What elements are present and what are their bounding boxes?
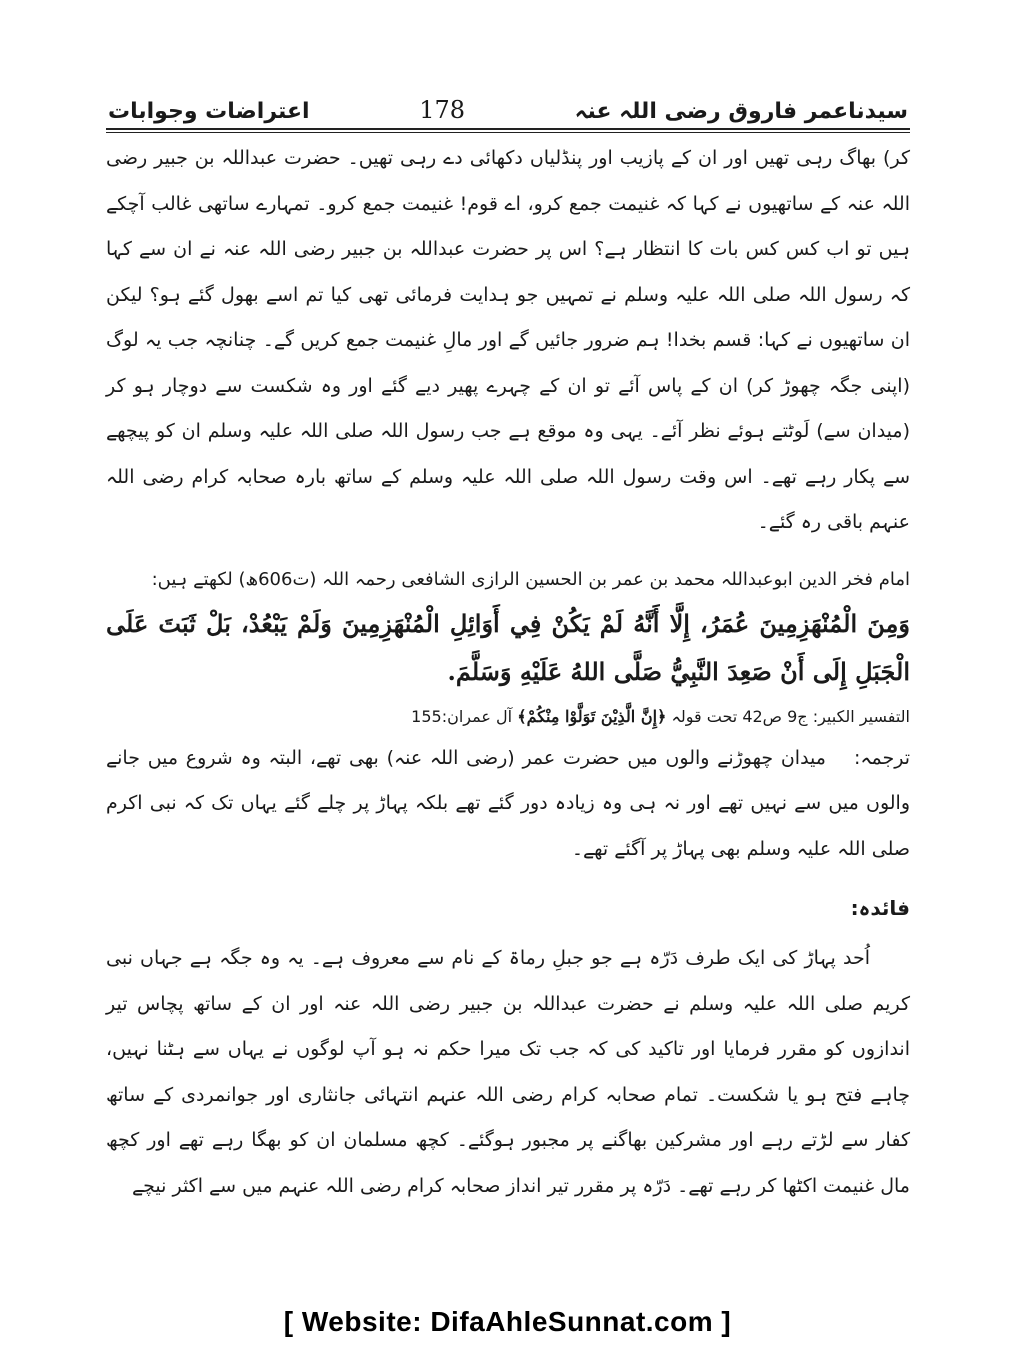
reference-suffix: آل عمران:155 bbox=[411, 706, 513, 726]
book-title: سیدناعمر فاروق رضی اللہ عنہ bbox=[574, 99, 908, 124]
reference-line bbox=[106, 698, 910, 736]
section-heading: فائدہ: bbox=[850, 896, 910, 920]
citation-intro: امام فخر الدین ابوعبداللہ محمد بن عمر بن الحسین الرازی الشافعی رحمہ اللہ (ت606ھ) لکھتے ہیں: bbox=[151, 568, 910, 590]
body-paragraph-2: اُحد پہاڑ کی ایک طرف دَرّہ ہے جو جبلِ رماۃ کے نام سے معروف ہے۔ یہ وہ جگہ ہے جہاں نبی کریم صلی اللہ علیہ وسلم نے حضرت عبداللہ بن جبیر رضی اللہ عنہ اور ان کے ساتھ پچاس تیر اندازوں کو مقرر فرمایا اور تاکید کی کہ جب تک میرا حکم نہ ہو آپ لوگوں نے یہاں سے ہٹنا نہیں، چاہے فتح ہو یا شکست۔ تمام صحابہ کرام رضی اللہ عنہم انتہائی جانثاری اور جوانمردی کے ساتھ کفار سے لڑتے رہے اور مشرکین بھاگنے پر مجبور ہوگئے۔ کچھ مسلمان ان کو بھگا رہے تھے اور کچھ مال غنیمت اکٹھا کر رہے تھے۔ دَرّہ پر مقرر تیر انداز صحابہ کرام رضی اللہ عنہم میں سے اکثر نیچے bbox=[106, 947, 910, 1197]
header-divider bbox=[106, 128, 910, 133]
translation-label: ترجمہ: bbox=[853, 746, 910, 769]
page-header bbox=[108, 84, 908, 124]
translation-text: میدان چھوڑنے والوں میں حضرت عمر (رضی اللہ عنہ) بھی تھے، البتہ وہ شروع میں جانے والوں میں سے نہیں تھے اور نہ ہی وہ زیادہ دور گئے تھے بلکہ پہاڑ پر چلے گئے یہاں تک کہ نبی اکرم صلی اللہ علیہ وسلم بھی پہاڑ پر آگئے تھے۔ bbox=[106, 746, 910, 860]
page-number: 178 bbox=[419, 96, 465, 124]
section-title: اعتراضات وجوابات bbox=[108, 99, 310, 124]
arabic-quote: وَمِنَ الْمُنْهَزِمِينَ عُمَرُ، إِلَّا أَنَّهُ لَمْ يَكُنْ فِي أَوَائِلِ الْمُنْهَزِمِينَ وَلَمْ يَبْعُدْ، بَلْ ثَبَتَ عَلَى الْجَبَلِ إِلَى أَنْ صَعِدَ النَّبِيُّ صَلَّى اللهُ عَلَيْهِ وَسَلَّمَ. bbox=[106, 608, 910, 686]
body-paragraph-1: کر) بھاگ رہی تھیں اور ان کے پازیب اور پنڈلیاں دکھائی دے رہی تھیں۔ حضرت عبداللہ بن جبیر رضی اللہ عنہ کے ساتھیوں نے کہا کہ غنیمت جمع کرو، اے قوم! غنیمت جمع کرو۔ تمہارے ساتھی غالب آچکے ہیں تو اب کس کس بات کا انتظار ہے؟ اس پر حضرت عبداللہ بن جبیر رضی اللہ عنہ نے ان سے کہا کہ رسول اللہ صلی اللہ علیہ وسلم نے تمہیں جو ہدایت فرمائی تھی کیا تم اسے بھول گئے ہو؟ لیکن ان ساتھیوں نے کہا: قسم بخدا! ہم ضرور جائیں گے اور مالِ غنیمت جمع کریں گے۔ چنانچہ جب یہ لوگ (اپنی جگہ چھوڑ کر) ان کے پاس آئے تو ان کے چہرے پھیر دیے گئے اور وہ شکست سے دوچار ہو کر (میدان سے) لَوٹتے ہوئے نظر آئے۔ یہی وہ موقع ہے جب رسول اللہ صلی اللہ علیہ وسلم ان کو پیچھے سے پکار رہے تھے۔ اس وقت رسول اللہ صلی اللہ علیہ وسلم کے ساتھ بارہ صحابہ کرام رضی اللہ عنہم باقی رہ گئے۔ bbox=[106, 147, 910, 533]
translation-paragraph bbox=[106, 736, 910, 873]
website-footer: [ Website: DifaAhleSunnat.com ] bbox=[283, 1306, 732, 1337]
reference-verse: ﴿إِنَّ الَّذِيْنَ تَوَلَّوْا مِنْكُمْ﴾ bbox=[517, 706, 667, 726]
page-body bbox=[106, 136, 910, 1209]
reference-prefix: التفسیر الکبیر: ج9 ص42 تحت قولہ bbox=[671, 706, 910, 726]
